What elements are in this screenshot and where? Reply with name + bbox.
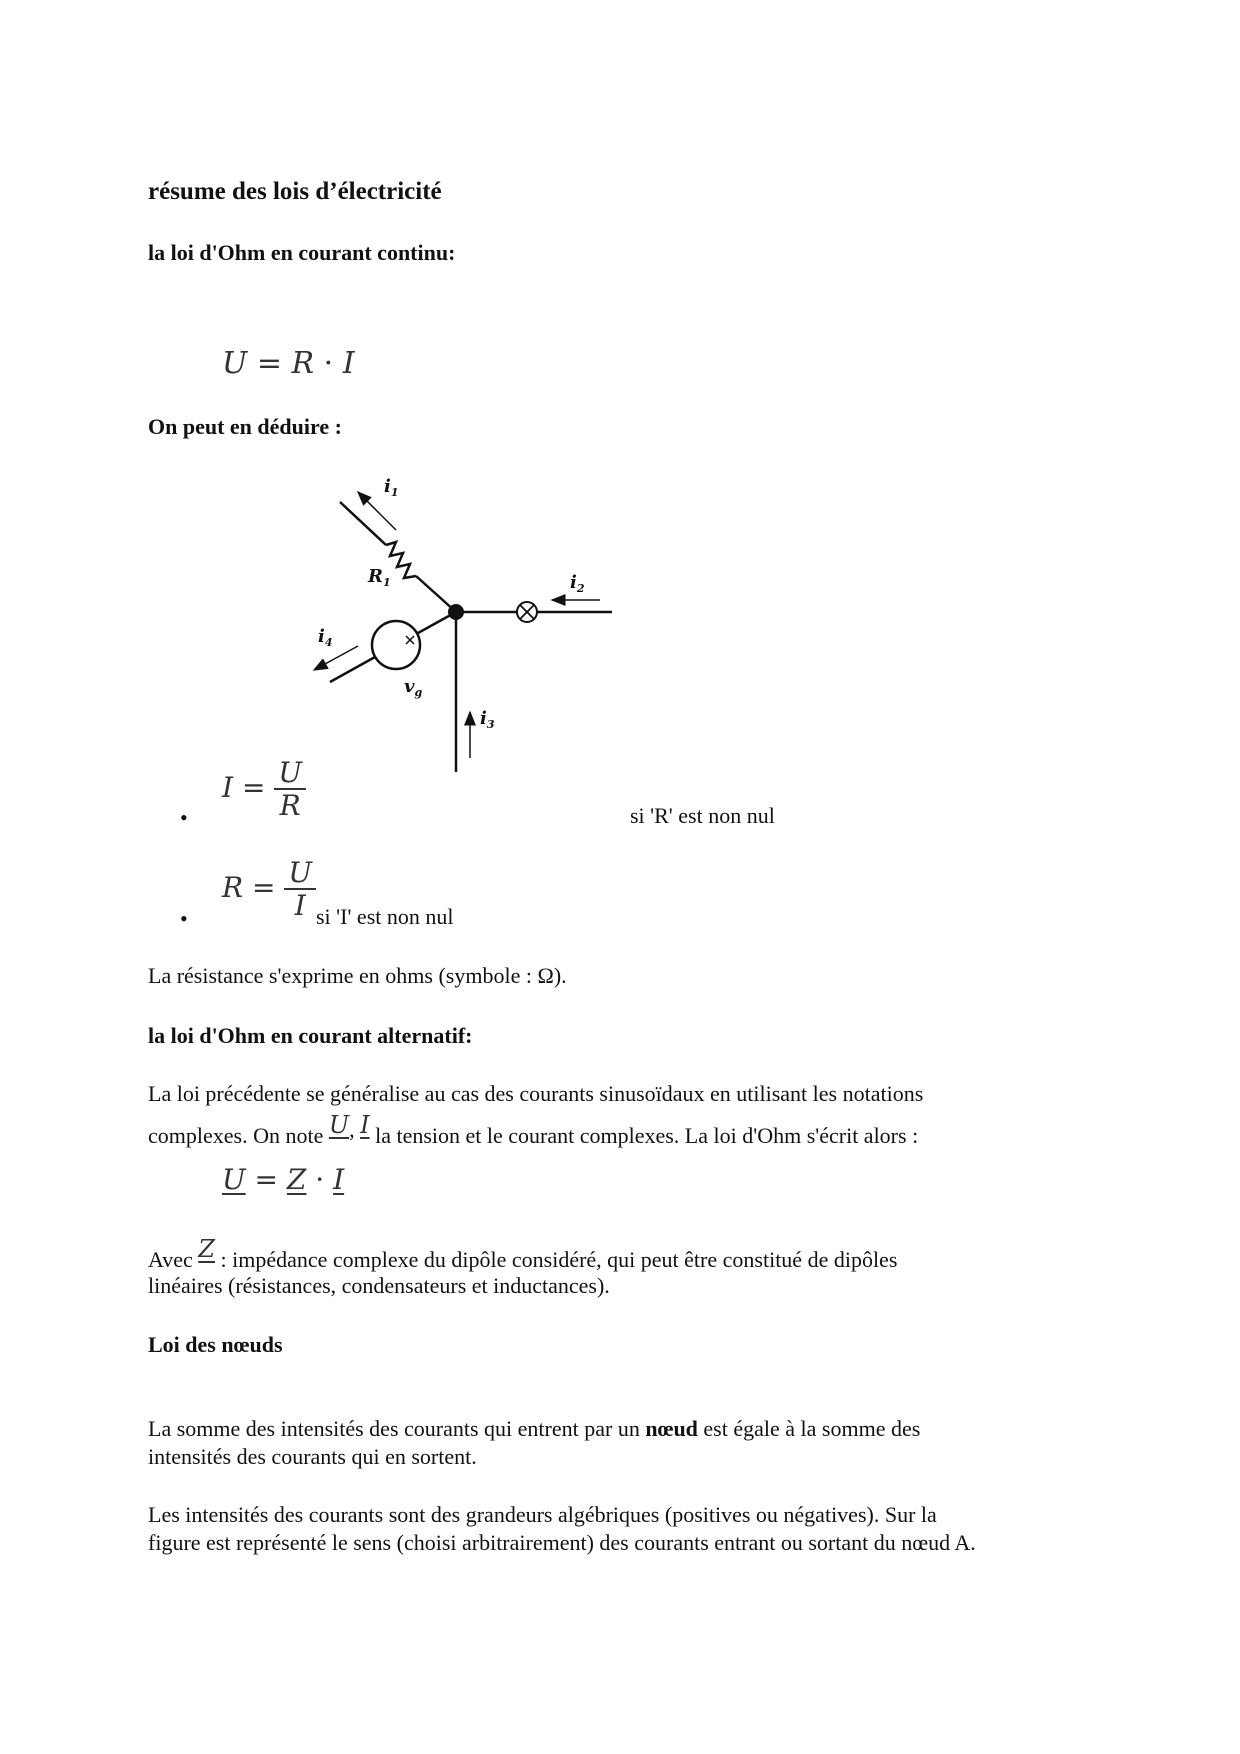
eq-u: U bbox=[222, 346, 248, 381]
label-i3: $i_3$ bbox=[480, 708, 495, 731]
f1-lhs: I bbox=[222, 770, 234, 804]
formula-i-equals-u-over-r bbox=[222, 758, 306, 821]
node-law-bold-word: nœud bbox=[645, 1416, 698, 1441]
eq-dot: · bbox=[323, 346, 334, 381]
resistor-r1 bbox=[386, 542, 416, 578]
label-i4: $i_4$ bbox=[318, 626, 333, 649]
f2-den: I bbox=[294, 889, 306, 923]
wire-r1-outer bbox=[340, 502, 386, 545]
eq-i: I bbox=[342, 346, 355, 381]
label-i2: $i_2$ bbox=[570, 572, 585, 595]
node-law-line-1 bbox=[148, 1416, 920, 1442]
node-circuit-figure bbox=[290, 470, 640, 780]
label-vg: $v_g$ bbox=[404, 676, 423, 699]
algebraic-line-1: Les intensités des courants sont des grandeurs algébriques (positives ou négatives). Sur la bbox=[148, 1502, 937, 1527]
ac-paragraph-line-2 bbox=[148, 1111, 919, 1149]
f1-equals: = bbox=[241, 770, 266, 804]
page-title: résume des lois d’électricité bbox=[148, 178, 442, 205]
formula-r-equals-u-over-i bbox=[222, 858, 316, 921]
ac-symbol-u: U bbox=[328, 1111, 350, 1139]
eq-ac-dot: · bbox=[315, 1163, 325, 1196]
eq-ac-equals: = bbox=[254, 1163, 278, 1196]
f2-lhs: R bbox=[222, 870, 244, 904]
eq-ac-i: I bbox=[333, 1163, 345, 1196]
ac-symbol-comma: , bbox=[349, 1117, 355, 1142]
eq-ac-u: U bbox=[222, 1163, 246, 1196]
eq-ac-z: Z bbox=[286, 1163, 307, 1196]
wire-gen-inner bbox=[418, 612, 456, 633]
ac-note-prefix: complexes. On note bbox=[148, 1123, 324, 1148]
deduce-label: On peut en déduire : bbox=[148, 414, 342, 439]
bullet-1-condition: si 'R' est non nul bbox=[630, 803, 775, 828]
arrow-i4 bbox=[314, 646, 358, 670]
bullet-dot-2: • bbox=[180, 906, 188, 931]
eq-equals: = bbox=[256, 346, 282, 381]
f2-equals: = bbox=[252, 870, 276, 904]
f2-num: U bbox=[284, 858, 316, 890]
heading-node-law: Loi des nœuds bbox=[148, 1332, 283, 1357]
bullet-dot-1: • bbox=[180, 805, 188, 830]
node-law-after: est égale à la somme des bbox=[703, 1416, 921, 1441]
impedance-line-2: linéaires (résistances, condensateurs et inductances). bbox=[148, 1273, 610, 1298]
wire-r1-inner bbox=[416, 576, 456, 612]
ac-paragraph-line-1: La loi précédente se généralise au cas des courants sinusoïdaux en utilisant les notations bbox=[148, 1081, 924, 1106]
equation-ohm-dc bbox=[222, 346, 355, 381]
wire-gen-outer bbox=[330, 657, 375, 682]
label-i1: $i_1$ bbox=[384, 476, 399, 499]
node-law-before: La somme des intensités des courants qui entrent par un bbox=[148, 1416, 640, 1441]
equation-ohm-ac bbox=[222, 1163, 344, 1196]
impedance-line-1 bbox=[148, 1235, 898, 1273]
bullet-2-condition: si 'I' est non nul bbox=[316, 904, 454, 929]
eq-r: R bbox=[291, 346, 315, 381]
ac-note-suffix: la tension et le courant complexes. La loi d'Ohm s'écrit alors : bbox=[375, 1123, 919, 1148]
impedance-symbol-z: Z bbox=[198, 1235, 215, 1263]
resistance-unit-text: La résistance s'exprime en ohms (symbole : Ω). bbox=[148, 963, 567, 988]
generator-symbol bbox=[372, 621, 420, 669]
heading-dc-ohm-law: la loi d'Ohm en courant continu: bbox=[148, 240, 456, 265]
label-r1: $R_1$ bbox=[368, 566, 391, 589]
impedance-definition: : impédance complexe du dipôle considéré, qui peut être constitué de dipôles bbox=[220, 1247, 898, 1272]
node-law-line-2: intensités des courants qui en sortent. bbox=[148, 1444, 477, 1469]
f1-num: U bbox=[274, 758, 306, 790]
algebraic-line-2: figure est représenté le sens (choisi arbitrairement) des courants entrant ou sortant du nœud A. bbox=[148, 1530, 976, 1555]
avec-prefix: Avec bbox=[148, 1247, 193, 1272]
f2-fraction bbox=[284, 858, 316, 921]
f1-fraction bbox=[274, 758, 306, 821]
ac-symbol-i: I bbox=[360, 1111, 370, 1139]
heading-ac-ohm-law: la loi d'Ohm en courant alternatif: bbox=[148, 1023, 473, 1048]
f1-den: R bbox=[279, 789, 301, 823]
